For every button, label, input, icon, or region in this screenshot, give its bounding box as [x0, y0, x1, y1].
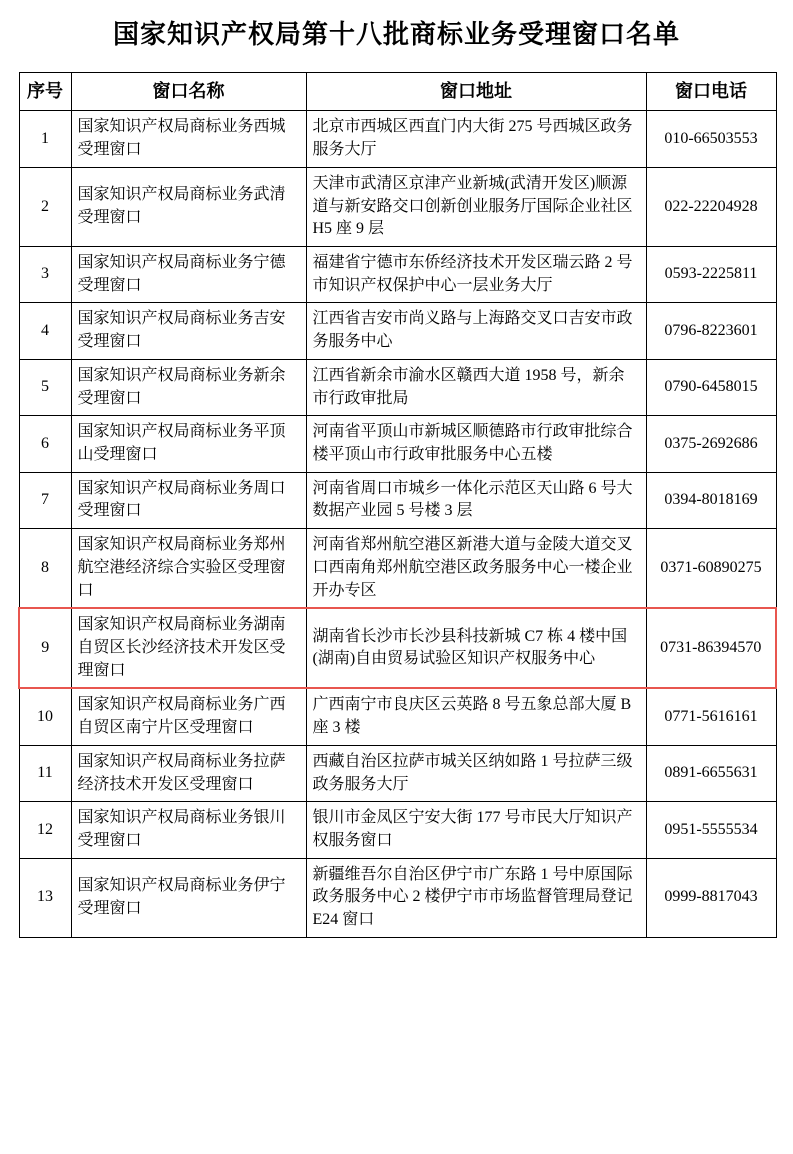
window-phone-cell: 0790-6458015 [646, 359, 776, 415]
table-row [19, 529, 776, 609]
window-address-cell: 福建省宁德市东侨经济技术开发区瑞云路 2 号市知识产权保护中心一层业务大厅 [306, 246, 646, 302]
window-address-cell: 江西省新余市渝水区赣西大道 1958 号，新余市行政审批局 [306, 359, 646, 415]
row-index-cell: 12 [19, 802, 71, 858]
row-index-cell: 8 [19, 529, 71, 609]
column-header-window-name: 窗口名称 [71, 72, 306, 111]
row-index-cell: 9 [19, 608, 71, 688]
window-phone-cell: 010-66503553 [646, 111, 776, 167]
window-address-cell: 银川市金凤区宁安大街 177 号市民大厅知识产权服务窗口 [306, 802, 646, 858]
window-name-cell: 国家知识产权局商标业务拉萨经济技术开发区受理窗口 [71, 745, 306, 801]
window-phone-cell: 022-22204928 [646, 167, 776, 246]
table-row [19, 688, 776, 745]
window-phone-cell: 0593-2225811 [646, 246, 776, 302]
table-row [19, 745, 776, 801]
window-address-cell: 北京市西城区西直门内大街 275 号西城区政务服务大厅 [306, 111, 646, 167]
column-header-window-address: 窗口地址 [306, 72, 646, 111]
column-header-window-phone: 窗口电话 [646, 72, 776, 111]
table-row [19, 802, 776, 858]
row-index-cell: 7 [19, 472, 71, 528]
table-row [19, 416, 776, 472]
row-index-cell: 10 [19, 688, 71, 745]
window-name-cell: 国家知识产权局商标业务宁德受理窗口 [71, 246, 306, 302]
window-name-cell: 国家知识产权局商标业务湖南自贸区长沙经济技术开发区受理窗口 [71, 608, 306, 688]
window-phone-cell: 0394-8018169 [646, 472, 776, 528]
window-address-cell: 江西省吉安市尚义路与上海路交叉口吉安市政务服务中心 [306, 303, 646, 359]
table-row [19, 858, 776, 937]
window-address-cell: 湖南省长沙市长沙县科技新城 C7 栋 4 楼中国(湖南)自由贸易试验区知识产权服务中心 [306, 608, 646, 688]
window-phone-cell: 0375-2692686 [646, 416, 776, 472]
row-index-cell: 13 [19, 858, 71, 937]
row-index-cell: 1 [19, 111, 71, 167]
row-index-cell: 3 [19, 246, 71, 302]
window-name-cell: 国家知识产权局商标业务银川受理窗口 [71, 802, 306, 858]
window-address-cell: 西藏自治区拉萨市城关区纳如路 1 号拉萨三级政务服务大厅 [306, 745, 646, 801]
window-name-cell: 国家知识产权局商标业务吉安受理窗口 [71, 303, 306, 359]
window-address-cell: 新疆维吾尔自治区伊宁市广东路 1 号中原国际政务服务中心 2 楼伊宁市市场监督管理局登记 E24 窗口 [306, 858, 646, 937]
column-header-index: 序号 [19, 72, 71, 111]
table-row [19, 472, 776, 528]
window-phone-cell: 0771-5616161 [646, 688, 776, 745]
window-address-cell: 河南省平顶山市新城区顺德路市行政审批综合楼平顶山市行政审批服务中心五楼 [306, 416, 646, 472]
table-row [19, 608, 776, 688]
row-index-cell: 11 [19, 745, 71, 801]
table-row [19, 359, 776, 415]
table-header [19, 72, 776, 111]
window-name-cell: 国家知识产权局商标业务伊宁受理窗口 [71, 858, 306, 937]
window-phone-cell: 0796-8223601 [646, 303, 776, 359]
window-address-cell: 天津市武清区京津产业新城(武清开发区)顺源道与新安路交口创新创业服务厅国际企业社区 H5 座 9 层 [306, 167, 646, 246]
table-body [19, 111, 776, 938]
window-name-cell: 国家知识产权局商标业务武清受理窗口 [71, 167, 306, 246]
window-name-cell: 国家知识产权局商标业务平顶山受理窗口 [71, 416, 306, 472]
window-phone-cell: 0891-6655631 [646, 745, 776, 801]
window-name-cell: 国家知识产权局商标业务周口受理窗口 [71, 472, 306, 528]
window-address-cell: 河南省郑州航空港区新港大道与金陵大道交叉口西南角郑州航空港区政务服务中心一楼企业开办专区 [306, 529, 646, 609]
table-row [19, 303, 776, 359]
window-name-cell: 国家知识产权局商标业务郑州航空港经济综合实验区受理窗口 [71, 529, 306, 609]
row-index-cell: 6 [19, 416, 71, 472]
window-phone-cell: 0951-5555534 [646, 802, 776, 858]
window-address-cell: 河南省周口市城乡一体化示范区天山路 6 号大数据产业园 5 号楼 3 层 [306, 472, 646, 528]
window-name-cell: 国家知识产权局商标业务广西自贸区南宁片区受理窗口 [71, 688, 306, 745]
row-index-cell: 5 [19, 359, 71, 415]
window-name-cell: 国家知识产权局商标业务新余受理窗口 [71, 359, 306, 415]
table-row [19, 246, 776, 302]
page-title: 国家知识产权局第十八批商标业务受理窗口名单 [112, 20, 680, 49]
table-header-row [19, 72, 776, 111]
window-address-cell: 广西南宁市良庆区云英路 8 号五象总部大厦 B 座 3 楼 [306, 688, 646, 745]
window-phone-cell: 0731-86394570 [646, 608, 776, 688]
window-phone-cell: 0371-60890275 [646, 529, 776, 609]
window-phone-cell: 0999-8817043 [646, 858, 776, 937]
table-row [19, 167, 776, 246]
row-index-cell: 4 [19, 303, 71, 359]
trademark-window-table [18, 72, 777, 938]
table-row [19, 111, 776, 167]
window-name-cell: 国家知识产权局商标业务西城受理窗口 [71, 111, 306, 167]
row-index-cell: 2 [19, 167, 71, 246]
